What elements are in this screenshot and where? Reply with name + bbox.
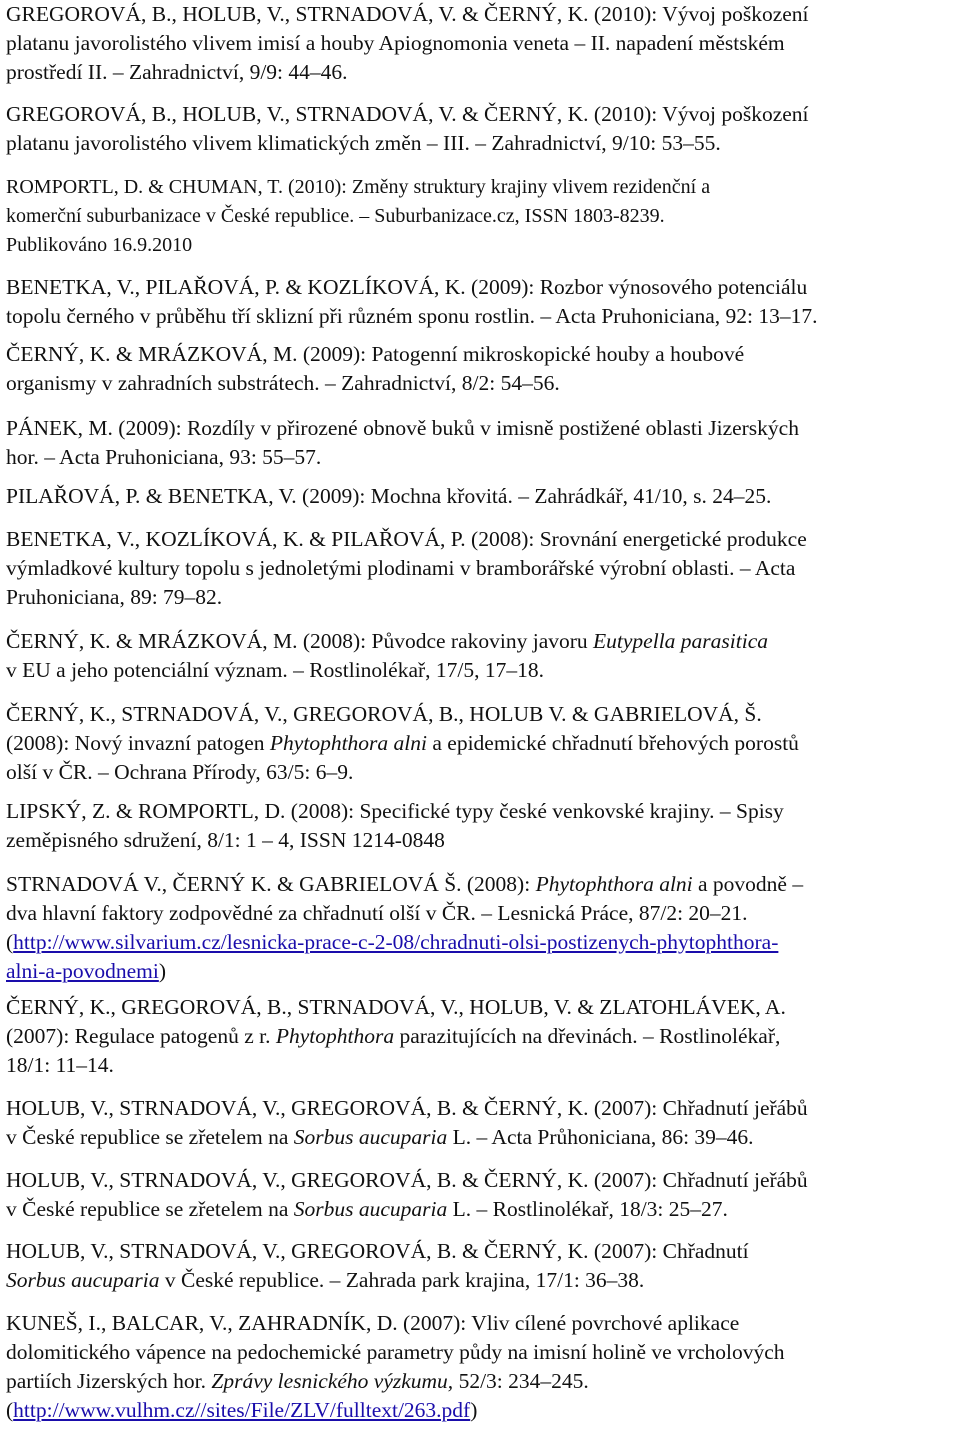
reference-text: v České republice. – Zahrada park krajina, 17/1: 36–38. — [159, 1267, 645, 1292]
reference-text: 18/1: 11–14. — [6, 1052, 114, 1077]
reference-text: STRNADOVÁ V., ČERNÝ K. & GABRIELOVÁ Š. (2008): — [6, 872, 536, 896]
reference-line — [6, 1367, 956, 1396]
reference-line — [6, 202, 956, 231]
reference-line — [6, 525, 956, 554]
reference-text: (2008): Nový invazní patogen — [6, 730, 270, 755]
reference-line — [6, 826, 956, 855]
reference-text: L. – Rostlinolékař, 18/3: 25–27. — [447, 1196, 728, 1221]
reference-line — [6, 993, 956, 1022]
reference-line — [6, 369, 956, 398]
reference-line — [6, 58, 956, 87]
reference-line — [6, 1396, 956, 1425]
reference-entry-strnadova-2008 — [6, 870, 956, 986]
reference-text: Publikováno 16.9.2010 — [6, 233, 193, 256]
reference-text: ROMPORTL, D. & CHUMAN, T. (2010): Změny struktury krajiny vlivem rezidenční a — [6, 176, 711, 198]
reference-line — [6, 1051, 956, 1080]
reference-entry-pilarova-2009 — [6, 482, 956, 511]
reference-line — [6, 797, 956, 826]
italic-taxon-or-journal: Sorbus aucuparia — [6, 1267, 160, 1292]
italic-taxon-or-journal: Phytophthora alni — [269, 730, 427, 755]
reference-text: PILAŘOVÁ, P. & BENETKA, V. (2009): Mochna křovitá. – Zahrádkář, 41/10, s. 24–25. — [6, 484, 772, 508]
italic-taxon-or-journal: Phytophthora — [275, 1023, 395, 1048]
reference-text: topolu černého v průběhu tří sklizní při různém sponu rostlin. – Acta Pruhoniciana, 92: 13–17. — [6, 303, 818, 328]
reference-text: platanu javorolistého vlivem imisí a houby Apiognomonia veneta – II. napadení městském — [6, 30, 785, 55]
reference-line — [6, 273, 956, 302]
reference-text: 52/3: 234–245. — [453, 1368, 589, 1393]
reference-entry-lipsky-2008 — [6, 797, 956, 855]
reference-entry-holub-2007-zahrada — [6, 1237, 956, 1295]
italic-taxon-or-journal: Sorbus aucuparia — [293, 1196, 448, 1221]
reference-text: ( — [6, 929, 14, 954]
italic-taxon-or-journal: Phytophthora alni — [535, 872, 693, 896]
reference-text: GREGOROVÁ, B., HOLUB, V., STRNADOVÁ, V. & ČERNÝ, K. (2010): Vývoj poškození — [6, 2, 809, 26]
reference-line — [6, 627, 956, 656]
reference-entry-panek-2009 — [6, 414, 956, 472]
reference-entry-cerny-mrazkova-2009 — [6, 340, 956, 398]
reference-line — [6, 29, 956, 58]
reference-entry-kunes-2007 — [6, 1309, 956, 1425]
reference-line — [6, 302, 956, 331]
reference-text: ČERNÝ, K. & MRÁZKOVÁ, M. (2009): Patogenní mikroskopické houby a houbové — [6, 342, 745, 366]
reference-entry-cerny-2008-phytophthora — [6, 700, 956, 787]
reference-text: GREGOROVÁ, B., HOLUB, V., STRNADOVÁ, V. & ČERNÝ, K. (2010): Vývoj poškození — [6, 102, 809, 126]
reference-text: PÁNEK, M. (2009): Rozdíly v přirozené obnově buků v imisně postižené oblasti Jizerských — [6, 416, 799, 440]
reference-text: dva hlavní faktory zodpovědné za chřadnutí olší v ČR. – Lesnická Práce, 87/2: 20–21. — [6, 900, 748, 925]
italic-taxon-or-journal: Eutypella parasitica — [593, 629, 768, 653]
reference-entry-romportl-2010 — [6, 173, 956, 260]
reference-line — [6, 1338, 956, 1367]
reference-line — [6, 1094, 956, 1123]
reference-entry-holub-2007-rostlinolekar — [6, 1166, 956, 1224]
reference-text: a povodně – — [692, 872, 804, 896]
reference-text: HOLUB, V., STRNADOVÁ, V., GREGOROVÁ, B. & ČERNÝ, K. (2007): Chřadnutí jeřábů — [6, 1168, 808, 1192]
reference-line — [6, 100, 956, 129]
italic-taxon-or-journal: Zprávy lesnického výzkumu, — [211, 1368, 454, 1393]
reference-line — [6, 443, 956, 472]
reference-entry-gregorova-2010-ii — [6, 0, 956, 87]
reference-text: v České republice se zřetelem na — [6, 1124, 294, 1149]
reference-text: LIPSKÝ, Z. & ROMPORTL, D. (2008): Specifické typy české venkovské krajiny. – Spisy — [6, 799, 784, 823]
reference-line — [6, 0, 956, 29]
reference-line — [6, 1195, 956, 1224]
reference-text: ( — [6, 1397, 14, 1422]
reference-text: ) — [470, 1397, 478, 1422]
reference-text: ) — [158, 958, 167, 983]
reference-text: ČERNÝ, K., STRNADOVÁ, V., GREGOROVÁ, B., HOLUB V. & GABRIELOVÁ, Š. — [6, 702, 762, 726]
reference-url-link[interactable]: http://www.silvarium.cz/lesnicka-prace-c-2-08/chradnuti-olsi-postizenych-phytophthora- — [13, 929, 779, 954]
reference-line — [6, 656, 956, 685]
reference-entry-benetka-2008 — [6, 525, 956, 612]
reference-text: parazitujících na dřevinách. – Rostlinolékař, — [394, 1023, 781, 1048]
reference-text: platanu javorolistého vlivem klimatických změn – III. – Zahradnictví, 9/10: 53–55. — [6, 130, 721, 155]
reference-entry-benetka-2009 — [6, 273, 956, 331]
reference-line — [6, 870, 956, 899]
reference-text: dolomitického vápence na pedochemické parametry půdy na imisní holině ve vrcholových — [6, 1339, 785, 1364]
reference-text: HOLUB, V., STRNADOVÁ, V., GREGOROVÁ, B. & ČERNÝ, K. (2007): Chřadnutí — [6, 1239, 749, 1263]
reference-text: v EU a jeho potenciální význam. – Rostlinolékař, 17/5, 17–18. — [6, 657, 544, 682]
reference-url-link[interactable]: http://www.vulhm.cz//sites/File/ZLV/fulltext/263.pdf — [13, 1397, 471, 1422]
reference-text: HOLUB, V., STRNADOVÁ, V., GREGOROVÁ, B. & ČERNÝ, K. (2007): Chřadnutí jeřábů — [6, 1096, 808, 1120]
italic-taxon-or-journal: Sorbus aucuparia — [293, 1124, 448, 1149]
reference-text: organismy v zahradních substrátech. – Zahradnictví, 8/2: 54–56. — [6, 370, 560, 395]
reference-line — [6, 173, 956, 202]
reference-text: ČERNÝ, K. & MRÁZKOVÁ, M. (2008): Původce rakoviny javoru — [6, 629, 594, 653]
reference-text: BENETKA, V., PILAŘOVÁ, P. & KOZLÍKOVÁ, K. (2009): Rozbor výnosového potenciálu — [6, 275, 808, 299]
reference-text: hor. – Acta Pruhoniciana, 93: 55–57. — [6, 444, 322, 469]
reference-text: (2007): Regulace patogenů z r. — [6, 1023, 276, 1048]
reference-text: ČERNÝ, K., GREGOROVÁ, B., STRNADOVÁ, V., HOLUB, V. & ZLATOHLÁVEK, A. — [6, 995, 786, 1019]
reference-line — [6, 129, 956, 158]
reference-line — [6, 1237, 956, 1266]
reference-text: KUNEŠ, I., BALCAR, V., ZAHRADNÍK, D. (2007): Vliv cílené povrchové aplikace — [6, 1311, 740, 1335]
reference-entry-cerny-2007-regulace — [6, 993, 956, 1080]
reference-text: L. – Acta Průhoniciana, 86: 39–46. — [447, 1124, 754, 1149]
reference-text: olší v ČR. – Ochrana Přírody, 63/5: 6–9. — [6, 759, 354, 784]
reference-line — [6, 700, 956, 729]
reference-line — [6, 899, 956, 928]
reference-line — [6, 340, 956, 369]
reference-text: Pruhoniciana, 89: 79–82. — [6, 584, 223, 609]
reference-entry-holub-2007-acta — [6, 1094, 956, 1152]
reference-line — [6, 482, 956, 511]
reference-text: BENETKA, V., KOZLÍKOVÁ, K. & PILAŘOVÁ, P. (2008): Srovnání energetické produkce — [6, 527, 807, 551]
reference-entry-gregorova-2010-iii — [6, 100, 956, 158]
reference-text: a epidemické chřadnutí břehových porostů — [426, 730, 799, 755]
reference-line — [6, 928, 956, 957]
reference-line — [6, 1309, 956, 1338]
reference-entry-cerny-mrazkova-2008 — [6, 627, 956, 685]
reference-line — [6, 554, 956, 583]
reference-text: v České republice se zřetelem na — [6, 1196, 294, 1221]
reference-line — [6, 583, 956, 612]
reference-text: výmladkové kultury topolu s jednoletými plodinami v bramborářské výrobní oblasti. – Acta — [6, 555, 796, 580]
reference-text: zeměpisného sdružení, 8/1: 1 – 4, ISSN 1214-0848 — [6, 827, 445, 852]
reference-line — [6, 729, 956, 758]
reference-line — [6, 1266, 956, 1295]
reference-url-link[interactable]: alni-a-povodnemi — [6, 958, 159, 983]
reference-line — [6, 414, 956, 443]
reference-line — [6, 957, 956, 986]
reference-line — [6, 1166, 956, 1195]
reference-line — [6, 1123, 956, 1152]
reference-line — [6, 231, 956, 260]
reference-line — [6, 1022, 956, 1051]
reference-text: partiích Jizerských hor. — [6, 1368, 212, 1393]
reference-text: komerční suburbanizace v České republice. – Suburbanizace.cz, ISSN 1803-8239. — [6, 204, 665, 227]
reference-line — [6, 758, 956, 787]
reference-text: prostředí II. – Zahradnictví, 9/9: 44–46. — [6, 59, 348, 84]
